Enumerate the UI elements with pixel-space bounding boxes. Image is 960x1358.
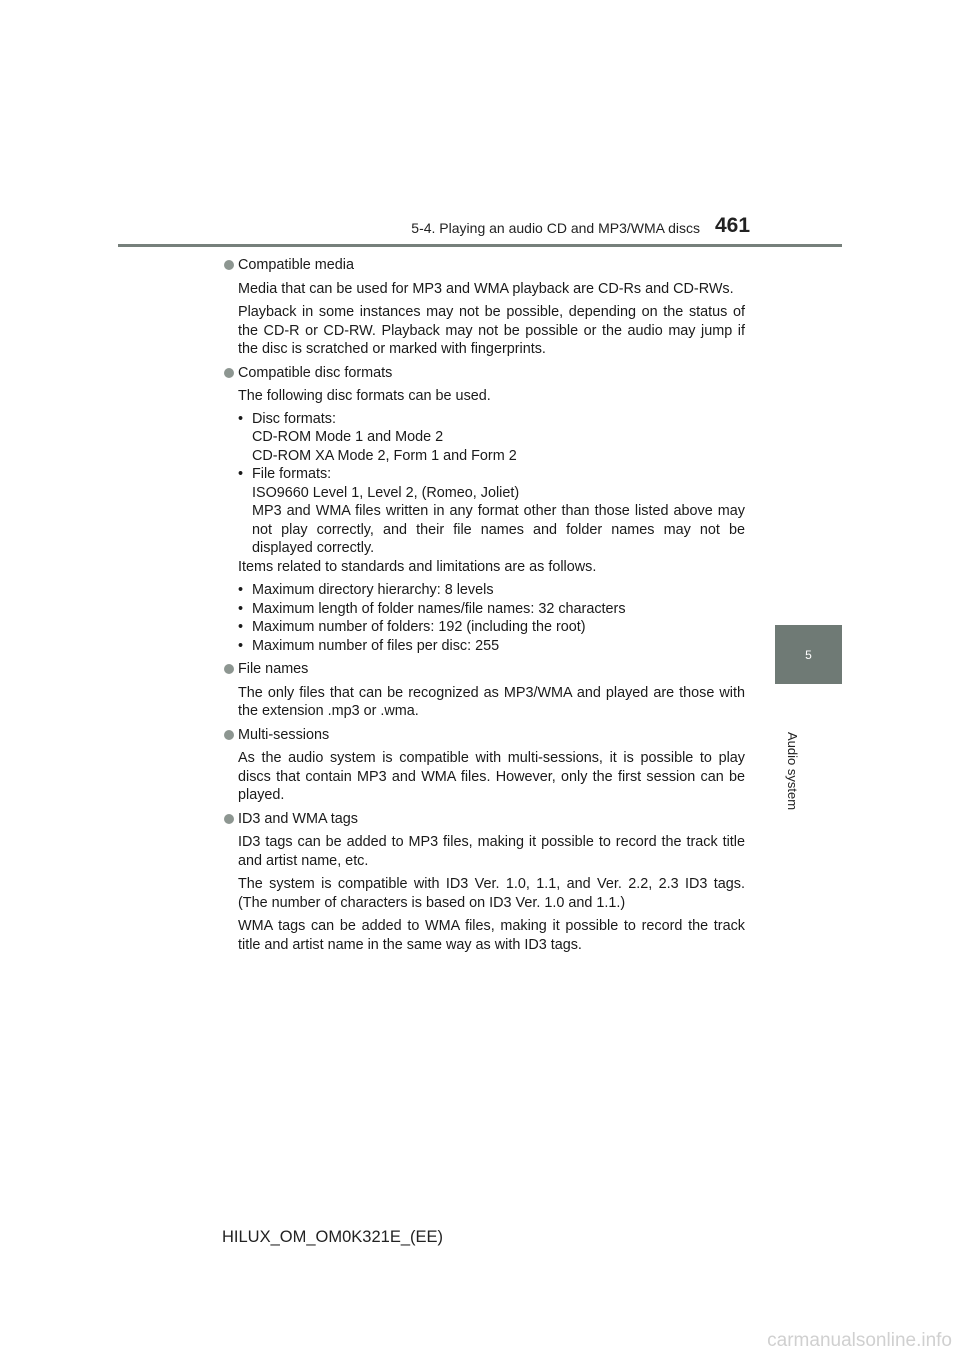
section-heading [222, 256, 745, 275]
chapter-tab [775, 625, 842, 684]
header-divider [118, 244, 842, 247]
list-bullet: • [238, 600, 244, 617]
page-content [222, 256, 745, 954]
list-item-text: Maximum length of folder names/file names: 32 characters [252, 600, 626, 617]
heading-text: File names [238, 661, 309, 677]
section-heading [222, 660, 745, 679]
paragraph: The following disc formats can be used. [238, 388, 491, 404]
document-code: HILUX_OM_OM0K321E_(EE) [222, 1228, 444, 1246]
list-item [238, 637, 745, 656]
page-header-title: 5-4. Playing an audio CD and MP3/WMA discs [411, 220, 700, 236]
list-bullet: • [238, 466, 244, 482]
list-bullet: • [238, 619, 244, 635]
heading-text: ID3 and WMA tags [238, 810, 358, 827]
list-item-text: Maximum number of files per disc: 255 [252, 637, 500, 654]
chapter-number: 5 [805, 647, 812, 662]
section-heading [222, 364, 745, 383]
list-item-line: CD-ROM Mode 1 and Mode 2 [252, 429, 444, 445]
list-item-line: ISO9660 Level 1, Level 2, (Romeo, Joliet) [252, 484, 520, 501]
limits-list [222, 581, 745, 655]
paragraph: WMA tags can be added to WMA files, making it possible to record the track title and artist name in the same way as with ID3 tags. [238, 918, 745, 953]
paragraph: The only files that can be recognized as MP3/WMA and played are those with the extension .mp3 or .wma. [238, 684, 745, 719]
format-list [222, 410, 745, 558]
list-item [238, 581, 745, 600]
list-item [238, 410, 745, 466]
list-item-text: Maximum directory hierarchy: 8 levels [252, 582, 494, 598]
circle-bullet-icon [224, 368, 234, 378]
heading-text: Compatible media [238, 257, 354, 273]
list-item-text: Maximum number of folders: 192 (including the root) [252, 619, 586, 635]
section-heading [222, 810, 745, 829]
list-item [238, 465, 745, 558]
heading-text: Multi-sessions [238, 726, 330, 743]
paragraph: As the audio system is compatible with multi-sessions, it is possible to play discs that contain MP3 and WMA files. However, only the first session can be played. [238, 750, 745, 803]
list-bullet: • [238, 637, 244, 654]
page-number: 461 [715, 214, 751, 237]
paragraph: The system is compatible with ID3 Ver. 1.0, 1.1, and Ver. 2.2, 2.3 ID3 tags. (The number of characters is based on ID3 Ver. 1.0 and 1.1.) [238, 876, 745, 911]
list-item [238, 600, 745, 619]
list-item-line: CD-ROM XA Mode 2, Form 1 and Form 2 [252, 447, 517, 464]
heading-text: Compatible disc formats [238, 364, 393, 381]
paragraph: Media that can be used for MP3 and WMA playback are CD-Rs and CD-RWs. [238, 280, 734, 297]
circle-bullet-icon [224, 260, 234, 270]
circle-bullet-icon [224, 730, 234, 740]
paragraph: Items related to standards and limitations are as follows. [238, 558, 597, 575]
list-bullet: • [238, 410, 244, 427]
list-item-label: File formats: [252, 466, 332, 482]
circle-bullet-icon [224, 664, 234, 674]
list-bullet: • [238, 582, 244, 598]
paragraph: ID3 tags can be added to MP3 files, making it possible to record the track title and artist name, etc. [238, 834, 745, 869]
circle-bullet-icon [224, 814, 234, 824]
watermark: carmanualsonline.info [767, 1330, 952, 1351]
list-item-label: Disc formats: [252, 410, 336, 427]
list-item [238, 618, 745, 637]
section-heading [222, 726, 745, 745]
paragraph: Playback in some instances may not be possible, depending on the status of the CD-R or CD-RW. Playback may not be possible or the audio may jump if the disc is scratched or marked with fingerprints. [238, 304, 745, 357]
chapter-label: Audio system [785, 732, 800, 811]
list-item-line: MP3 and WMA files written in any format other than those listed above may not play correctly, and their file names and folder names may not be displayed correctly. [252, 503, 745, 556]
